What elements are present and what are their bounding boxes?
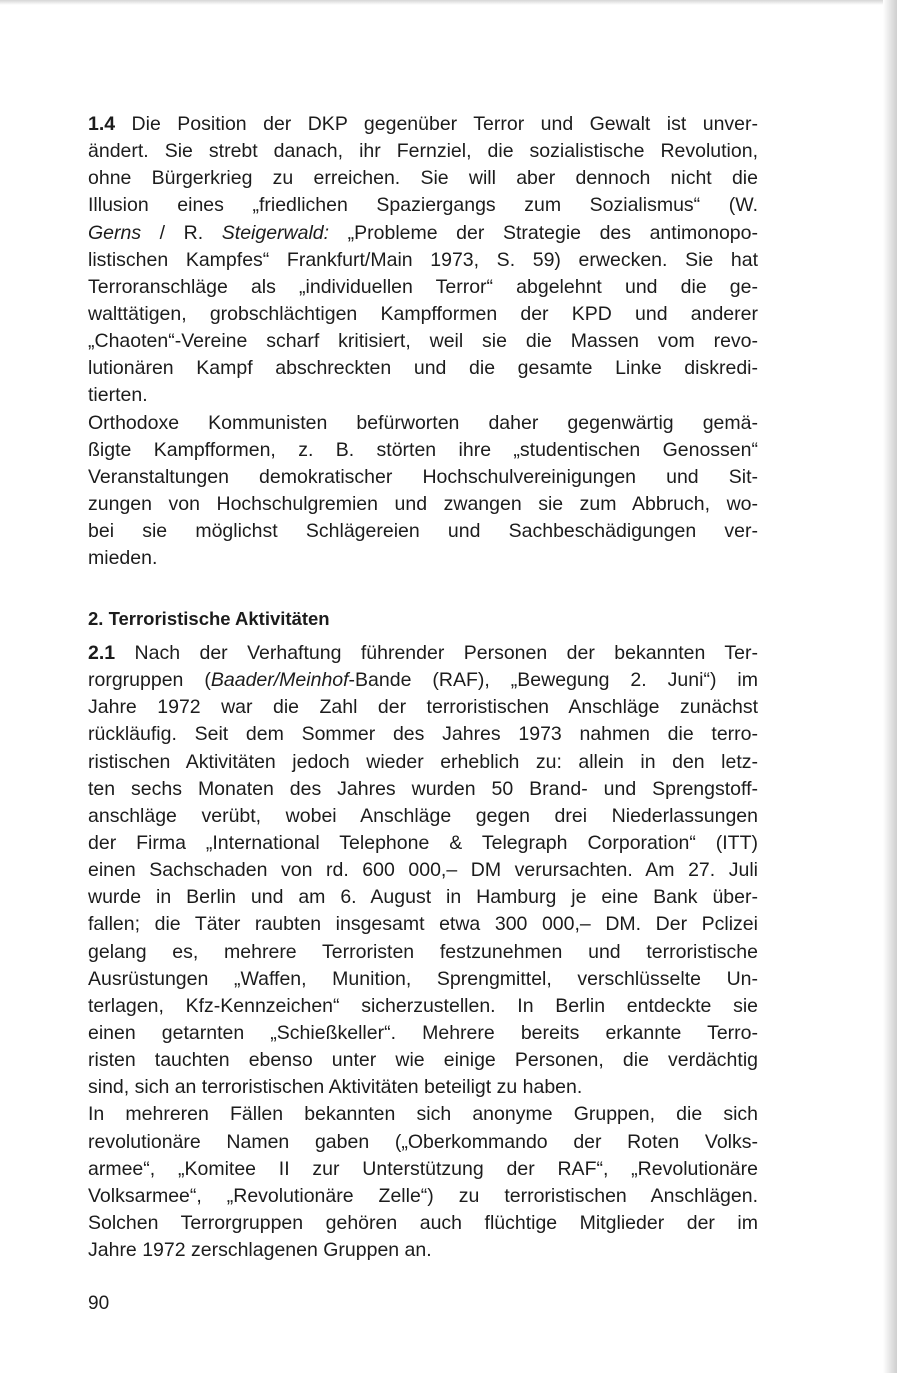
- text-line: Ausrüstungen „Waffen, Munition, Sprengmittel, verschlüsselte Un-: [88, 967, 758, 990]
- text-line: „Chaoten“-Vereine scharf kritisiert, weil sie die Massen vom revo-: [88, 330, 758, 353]
- text-line: ändert. Sie strebt danach, ihr Fernziel, die sozialistische Revolution,: [88, 140, 758, 163]
- text-line: risten tauchten ebenso unter wie einige Personen, die verdächtig: [88, 1049, 758, 1072]
- text-line: terlagen, Kfz-Kennzeichen“ sicherzustellen. In Berlin entdeckte sie: [88, 994, 758, 1017]
- text-line: walttätigen, grobschlächtigen Kampfformen der KPD und anderer: [88, 302, 758, 325]
- author-name: Steigerwald:: [221, 221, 330, 244]
- text-line: tierten.: [88, 384, 148, 407]
- text-line: Veranstaltungen demokratischer Hochschulvereinigungen und Sit-: [88, 465, 758, 488]
- text-line: rorgruppen (Baader/Meinhof-Bande (RAF), „Bewegung 2. Juni“) im: [88, 669, 758, 692]
- text-line: sind, sich an terroristischen Aktivitäten beteiligt zu haben.: [88, 1076, 583, 1099]
- text-line: ten sechs Monaten des Jahres wurden 50 Brand- und Sprengstoff-: [88, 777, 758, 800]
- text-line: fallen; die Täter raubten insgesamt etwa 300 000,– DM. Der Pclizei: [88, 913, 758, 936]
- text-line: gelang es, mehrere Terroristen festzunehmen und terroristische: [88, 940, 758, 963]
- text-line: ohne Bürgerkrieg zu erreichen. Sie will aber dennoch nicht die: [88, 167, 758, 190]
- text-line: mieden.: [88, 547, 158, 570]
- text-line: 2.1 Nach der Verhaftung führender Personen der bekannten Ter-: [88, 642, 758, 664]
- group-name: Baader/Meinhof: [210, 669, 349, 692]
- text-line: einen Sachschaden von rd. 600 000,– DM verursachten. Am 27. Juli: [88, 859, 758, 882]
- text-line: Solchen Terrorgruppen gehören auch flüchtige Mitglieder der im: [88, 1211, 758, 1234]
- text-line: Jahre 1972 zerschlagenen Gruppen an.: [88, 1239, 432, 1262]
- section-number: 2.1: [88, 642, 116, 664]
- text-line: zungen von Hochschulgremien und zwangen sie zum Abbruch, wo-: [88, 492, 758, 515]
- text-line: wurde in Berlin und am 6. August in Hamburg je eine Bank über-: [88, 886, 758, 909]
- text-line: rückläufig. Seit dem Sommer des Jahres 1973 nahmen die terro-: [88, 723, 758, 746]
- text-line: In mehreren Fällen bekannten sich anonyme Gruppen, die sich: [88, 1103, 758, 1126]
- text-line: 1.4 Die Position der DKP gegenüber Terror und Gewalt ist unver-: [88, 113, 758, 135]
- text-line: ristischen Aktivitäten jedoch wieder erheblich zu: allein in den letz-: [88, 750, 758, 773]
- author-name: Gerns: [88, 221, 142, 244]
- text-line: Terroranschläge als „individuellen Terror“ abgelehnt und die ge-: [88, 275, 758, 298]
- text-line: der Firma „International Telephone & Telegraph Corporation“ (ITT): [88, 831, 758, 854]
- section-number: 1.4: [88, 113, 116, 135]
- section-2-1-paragraph: [88, 640, 758, 1264]
- text-line: lutionären Kampf abschreckten und die gesamte Linke diskredi-: [88, 357, 758, 380]
- text-line: einen getarnten „Schießkeller“. Mehrere bereits erkannte Terro-: [88, 1021, 758, 1044]
- text-line: Orthodoxe Kommunisten befürworten daher gegenwärtig gemä-: [88, 411, 758, 434]
- text-line: Jahre 1972 war die Zahl der terroristischen Anschläge zunächst: [88, 696, 758, 719]
- text-line: listischen Kampfes“ Frankfurt/Main 1973, S. 59) erwecken. Sie hat: [88, 248, 758, 271]
- text-line: anschläge verübt, wobei Anschläge gegen drei Niederlassungen: [88, 804, 758, 827]
- text-line: Illusion eines „friedlichen Spaziergangs zum Sozialismus“ (W.: [88, 194, 758, 217]
- text-line: Gerns / R. Steigerwald: „Probleme der Strategie des antimonopo-: [88, 221, 758, 244]
- page-number: 90: [88, 1293, 110, 1314]
- scan-top-edge: [0, 0, 897, 5]
- text-line: bei sie möglichst Schlägereien und Sachbeschädigungen ver-: [88, 520, 758, 543]
- text-line: armee“, „Komitee II zur Unterstützung der RAF“, „Revolutionäre: [88, 1157, 758, 1180]
- scan-right-edge: [883, 0, 897, 1373]
- section-1-4-paragraph: [88, 111, 758, 572]
- text-line: Volksarmee“, „Revolutionäre Zelle“) zu terroristischen Anschlägen.: [88, 1184, 758, 1207]
- text-line: ßigte Kampfformen, z. B. störten ihre „studentischen Genossen“: [88, 438, 758, 461]
- text-line: revolutionäre Namen gaben („Oberkommando der Roten Volks-: [88, 1130, 758, 1153]
- section-heading: 2. Terroristische Aktivitäten: [88, 608, 330, 629]
